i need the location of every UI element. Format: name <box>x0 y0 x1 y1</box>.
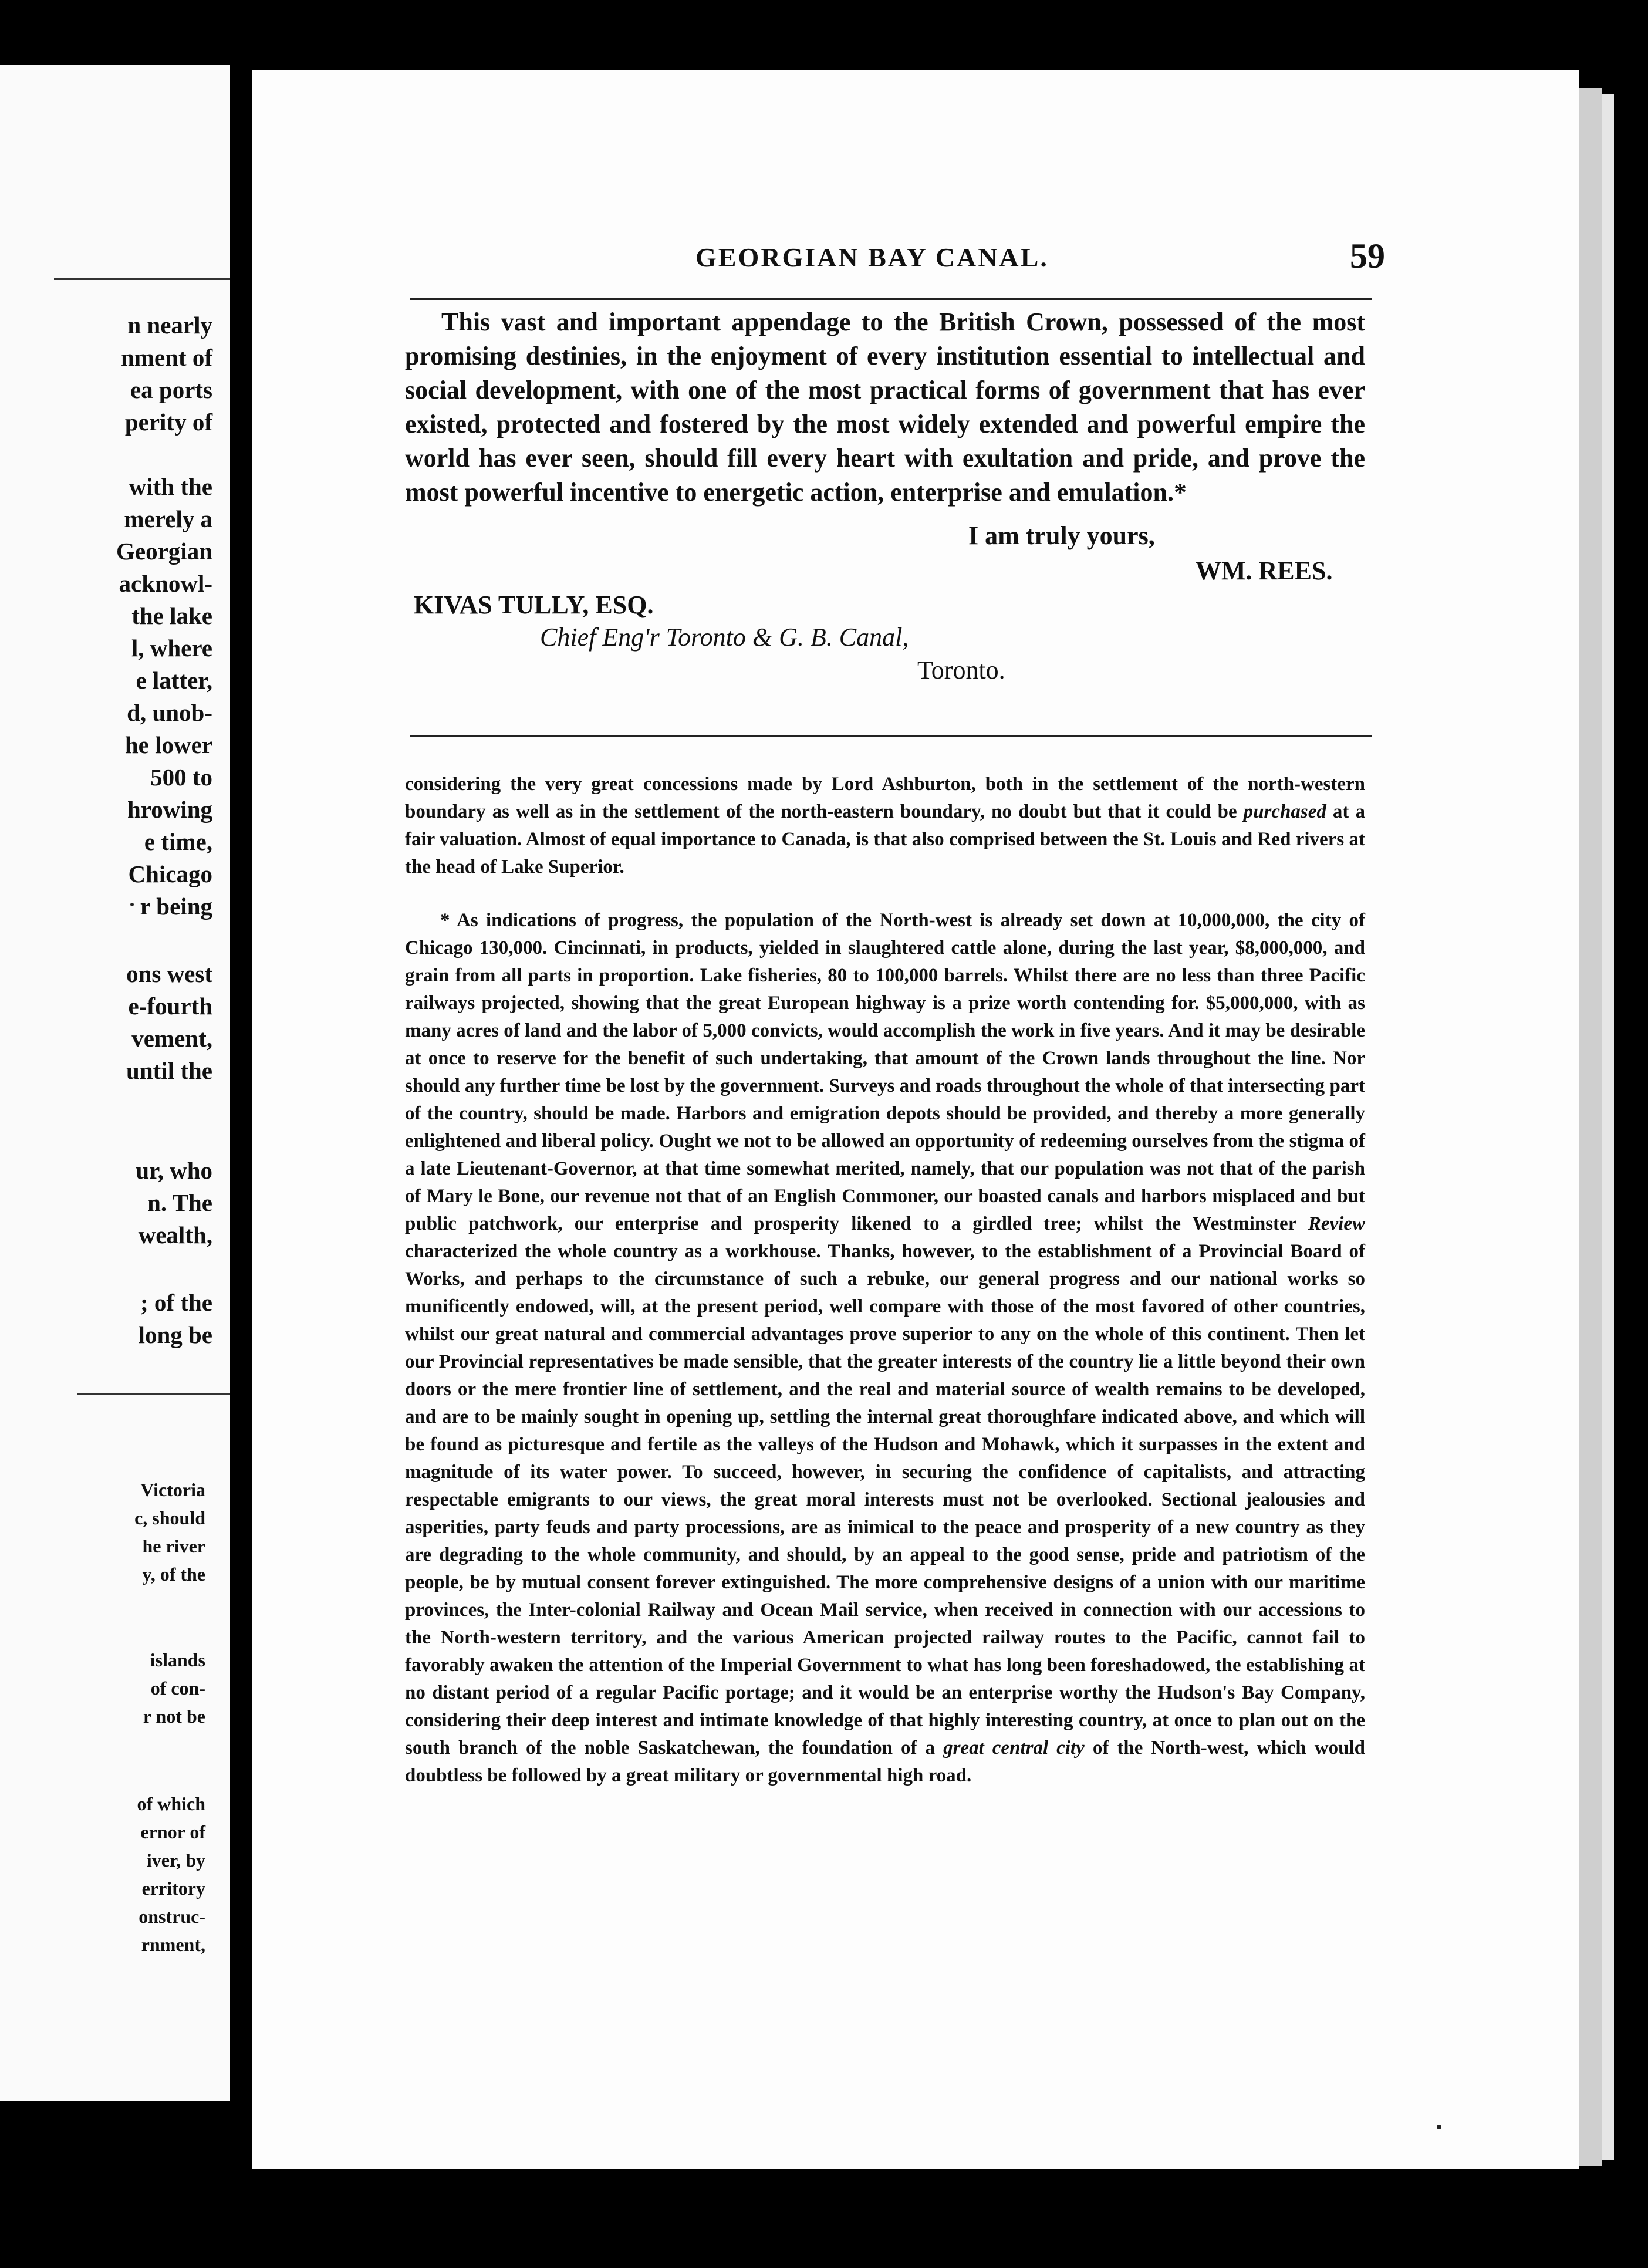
left-page-line: perity of <box>124 409 212 436</box>
page-number: 59 <box>1350 237 1385 275</box>
emphasis-review: Review <box>1308 1213 1365 1234</box>
left-page-footnote-line: c, should <box>134 1507 205 1528</box>
left-page-line: ea ports <box>130 376 212 403</box>
left-page-line: acknowl- <box>119 570 212 597</box>
left-page-footnote-line: onstruc- <box>139 1906 205 1927</box>
left-page-line: n. The <box>147 1189 212 1216</box>
footnote-continuation-text: considering the very great concessions made by Lord Ashburton, both in the settlement of the north-western boundary as well as in the settlement of the north-eastern boundary, no doubt but that it could be <box>405 774 1365 822</box>
page-edge <box>1602 94 1614 2160</box>
page-edge <box>1579 88 1602 2166</box>
left-footnote-rule <box>77 1393 230 1395</box>
signature: WM. REES. <box>1196 556 1333 585</box>
left-page-line: e latter, <box>136 667 212 694</box>
header-rule <box>410 298 1372 300</box>
left-header-rule <box>54 278 230 280</box>
addressee-title: Chief Eng'r Toronto & G. B. Canal, <box>540 623 909 652</box>
left-page-line: ; of the <box>140 1289 212 1316</box>
addressee-city: Toronto. <box>917 656 1005 684</box>
left-page-line: long be <box>138 1321 212 1348</box>
emphasis-purchased: purchased <box>1243 801 1326 822</box>
running-head <box>252 237 1579 277</box>
letter-body <box>405 305 1365 509</box>
left-page-line: the lake <box>131 602 212 629</box>
left-page-line: hrowing <box>127 796 212 823</box>
left-page-footnote-line: of con- <box>150 1678 205 1699</box>
left-page-footnote-line: islands <box>150 1649 205 1670</box>
left-page-fragment <box>0 65 230 2101</box>
left-page-footnote-line: of which <box>137 1793 205 1814</box>
emphasis-great-central-city: great central city <box>943 1737 1085 1759</box>
left-page-footnote-line: he river <box>142 1535 205 1557</box>
left-page-line: with the <box>129 473 212 500</box>
left-page-line: merely a <box>124 505 212 532</box>
left-page-line: e time, <box>144 828 212 855</box>
left-page-footnote-line: erritory <box>141 1878 205 1899</box>
footnote-continuation-text: at a fair valuation. Almost of equal importance to Canada, is that also comprised between the St. Louis and Red rivers at the head of Lake Superior. <box>405 801 1365 878</box>
left-page-line: l, where <box>131 635 212 662</box>
left-page-footnote-line: Victoria <box>140 1479 205 1500</box>
speck <box>130 903 134 906</box>
left-page-footnote-line: r not be <box>143 1706 205 1727</box>
valediction: I am truly yours, <box>968 521 1155 550</box>
footnote-text: characterized the whole country as a workhouse. Thanks, however, to the establishment of a Provincial Board of Works, and perhaps to the circumstance of such a rebuke, our general progress and our national works so munificently endowed, will, at the present period, well compare with those of the most favored of other countries, whilst our great natural and commercial advantages prove superior to any on the whole of this continent. Then let our Provincial representatives be made sensible, that the greater interests of the country lie a little beyond their own doors or the mere frontier line of settlement, and the real and material source of wealth remains to be developed, and are to be mainly sought in opening up, settling the internal great thoroughfare indicated above, and which will be found as picturesque and fertile as the valleys of the Hudson and Mohawk, which it surpasses in the extent and magnitude of its water power. To succeed, however, in securing the confidence of capitalists, and attracting respectable emigrants to our views, the great moral interests must not be overlooked. Sectional jealousies and asperities, party feuds and party processions, are as inimical to the peace and prosperity of a new country as they are degrading to the whole community, and should, by an appeal to the good sense, pride and patriotism of the people, be by mutual consent forever extinguished. The more comprehensive designs of a union with our maritime provinces, the Inter-colonial Railway and Ocean Mail service, when received in connection with our accessions to the North-western territory, and the various American projected railway routes to the Pacific, cannot fail to favorably awaken the attention of the Imperial Government to what has long been foreshadowed, the establishing at no distant period of a regular Pacific portage; and it would be an enterprise worthy the Hudson's Bay Company, considering their deep interest and intimate knowledge of that highly interesting country, at once to plan out on the south branch of the noble Saskatchewan, the foundation of a <box>405 1241 1365 1759</box>
left-page-line: n nearly <box>127 312 212 339</box>
letter-paragraph: This vast and important appendage to the British Crown, possessed of the most promising destinies, in the enjoyment of every institution essential to intellectual and social development, with one of the most practical forms of government that has ever existed, protected and fostered by the most widely extended and powerful empire the world has ever seen, should fill every heart with exultation and pride, and prove the most powerful incentive to energetic action, enterprise and emulation.* <box>405 308 1365 507</box>
left-page-footnote-line: iver, by <box>146 1850 205 1871</box>
left-page-line: nment of <box>120 344 212 371</box>
footnote-continuation <box>405 771 1365 881</box>
left-page-line: he lower <box>124 731 212 758</box>
left-page-line: vement, <box>131 1025 212 1052</box>
left-page-footnote-line: y, of the <box>142 1564 205 1585</box>
running-title: GEORGIAN BAY CANAL. <box>695 242 1049 272</box>
footnote-text: * As indications of progress, the population of the North-west is already set down at 10,000,000, the city of Chicago 130,000. Cincinnati, in products, yielded in slaughtered cattle alone, during the last year, $8,000,000, and grain from all parts in proportion. Lake fisheries, 80 to 100,000 barrels. Whilst there are no less than three Pacific railways projected, showing that the great European highway is a prize worth contending for. $5,000,000, with as many acres of land and the labor of 5,000 convicts, would accomplish the work in five years. And it may be desirable at once to reserve for the benefit of such undertaking, that amount of the Crown lands throughout the line. Nor should any further time be lost by the government. Surveys and roads throughout the whole of that intersecting part of the country, should be made. Harbors and emigration depots should be provided, and thereby a more generally enlightened and liberal policy. Ought we not to be allowed an opportunity of redeeming ourselves from the stigma of a late Lieutenant-Governor, at that time somewhat merited, namely, that our population was not that of the parish of Mary le Bone, our revenue not that of an English Commoner, our boasted canals and harbors misplaced and but public patchwork, our enterprise and prosperity likened to a girdled tree; whilst the Westminster <box>405 910 1365 1234</box>
left-page-line: 500 to <box>150 764 212 791</box>
speck <box>1437 2125 1441 2129</box>
left-page-line: d, unob- <box>127 699 212 726</box>
left-page-line: Chicago <box>128 860 212 887</box>
footnote-text: of the North-west, which would doubtless be followed by a great military or governmental high road. <box>405 1737 1365 1786</box>
left-page-footnote-line: ernor of <box>140 1821 205 1842</box>
addressee-name: KIVAS TULLY, ESQ. <box>414 590 654 619</box>
footnote <box>405 907 1365 1790</box>
left-page-line: ons west <box>126 960 212 987</box>
left-page-line: ur, who <box>136 1157 212 1184</box>
section-rule <box>410 735 1372 737</box>
left-page-line: e-fourth <box>128 993 212 1020</box>
main-page <box>252 70 1579 2169</box>
left-page-line: r being <box>140 893 212 920</box>
left-page-line: wealth, <box>138 1221 212 1248</box>
left-page-line: until the <box>126 1057 212 1084</box>
left-page-line: Georgian <box>116 538 212 565</box>
left-page-footnote-line: rnment, <box>141 1934 205 1955</box>
